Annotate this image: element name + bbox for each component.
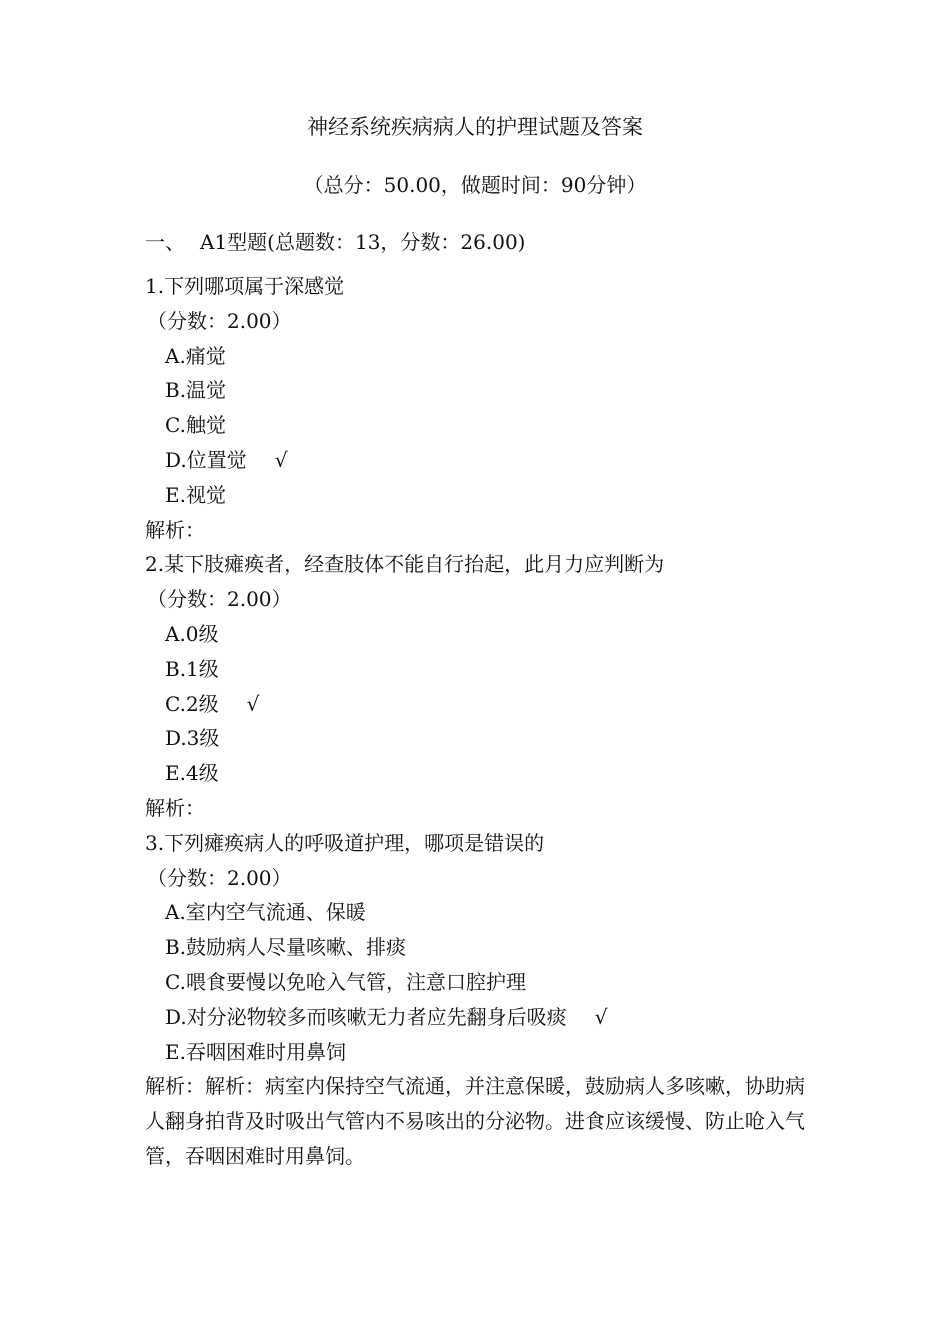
option-text: B.温觉 (165, 378, 227, 403)
question-score: （分数：2.00） (147, 865, 292, 890)
question-analysis: 解析： (145, 517, 205, 542)
option-d (145, 443, 815, 478)
option-e (145, 1035, 815, 1070)
option-b (145, 652, 815, 687)
question-score: （分数：2.00） (147, 587, 292, 612)
option-text: E.4级 (165, 761, 219, 786)
question-score: （分数：2.00） (147, 308, 292, 333)
document-title: 神经系统疾病病人的护理试题及答案 (307, 115, 643, 139)
question-list (145, 269, 815, 1174)
option-text: E.视觉 (165, 482, 226, 507)
section-label: A1型题(总题数：13，分数：26.00) (200, 230, 526, 254)
question-1 (145, 269, 815, 547)
option-text: D.对分泌物较多而咳嗽无力者应先翻身后吸痰 (165, 1004, 567, 1029)
check-mark-icon: √ (594, 1004, 608, 1029)
option-d (145, 721, 815, 756)
section-heading (145, 227, 525, 257)
option-text: E.吞咽困难时用鼻饲 (165, 1039, 346, 1064)
question-stem: 1.下列哪项属于深感觉 (145, 274, 345, 298)
option-e (145, 478, 815, 513)
option-b (145, 373, 815, 408)
check-mark-icon: √ (274, 447, 288, 472)
question-stem: 2.某下肢瘫痪者，经查肢体不能自行抬起，此月力应判断为 (145, 552, 665, 577)
option-d (145, 1000, 815, 1035)
section-number: 一、 (145, 230, 185, 254)
option-text: C.2级 (165, 691, 219, 716)
option-text: D.位置觉 (165, 447, 247, 472)
question-stem: 3.下列瘫痪病人的呼吸道护理，哪项是错误的 (145, 830, 545, 855)
option-text: B.鼓励病人尽量咳嗽、排痰 (165, 935, 407, 960)
option-text: C.喂食要慢以免呛入气管，注意口腔护理 (165, 969, 526, 994)
option-text: D.3级 (165, 726, 220, 751)
question-3 (145, 826, 815, 1174)
document-subtitle: （总分：50.00，做题时间：90分钟） (303, 173, 647, 197)
question-analysis: 解析：解析：病室内保持空气流通，并注意保暖，鼓励病人多咳嗽，协助病人翻身拍背及时吸出气管内不易咳出的分泌物。进食应该缓慢、防止呛入气管，吞咽困难时用鼻饲。 (145, 1074, 805, 1168)
option-c (145, 687, 815, 722)
check-mark-icon: √ (246, 691, 260, 716)
option-c (145, 408, 815, 443)
option-a (145, 895, 815, 930)
option-e (145, 756, 815, 791)
option-a (145, 617, 815, 652)
question-analysis: 解析： (145, 795, 205, 820)
option-text: C.触觉 (165, 413, 226, 438)
option-text: B.1级 (165, 656, 219, 681)
option-text: A.室内空气流通、保暖 (165, 900, 366, 925)
question-2 (145, 547, 815, 825)
option-c (145, 965, 815, 1000)
option-text: A.0级 (165, 621, 219, 646)
option-b (145, 930, 815, 965)
option-text: A.痛觉 (165, 343, 226, 368)
option-a (145, 339, 815, 374)
